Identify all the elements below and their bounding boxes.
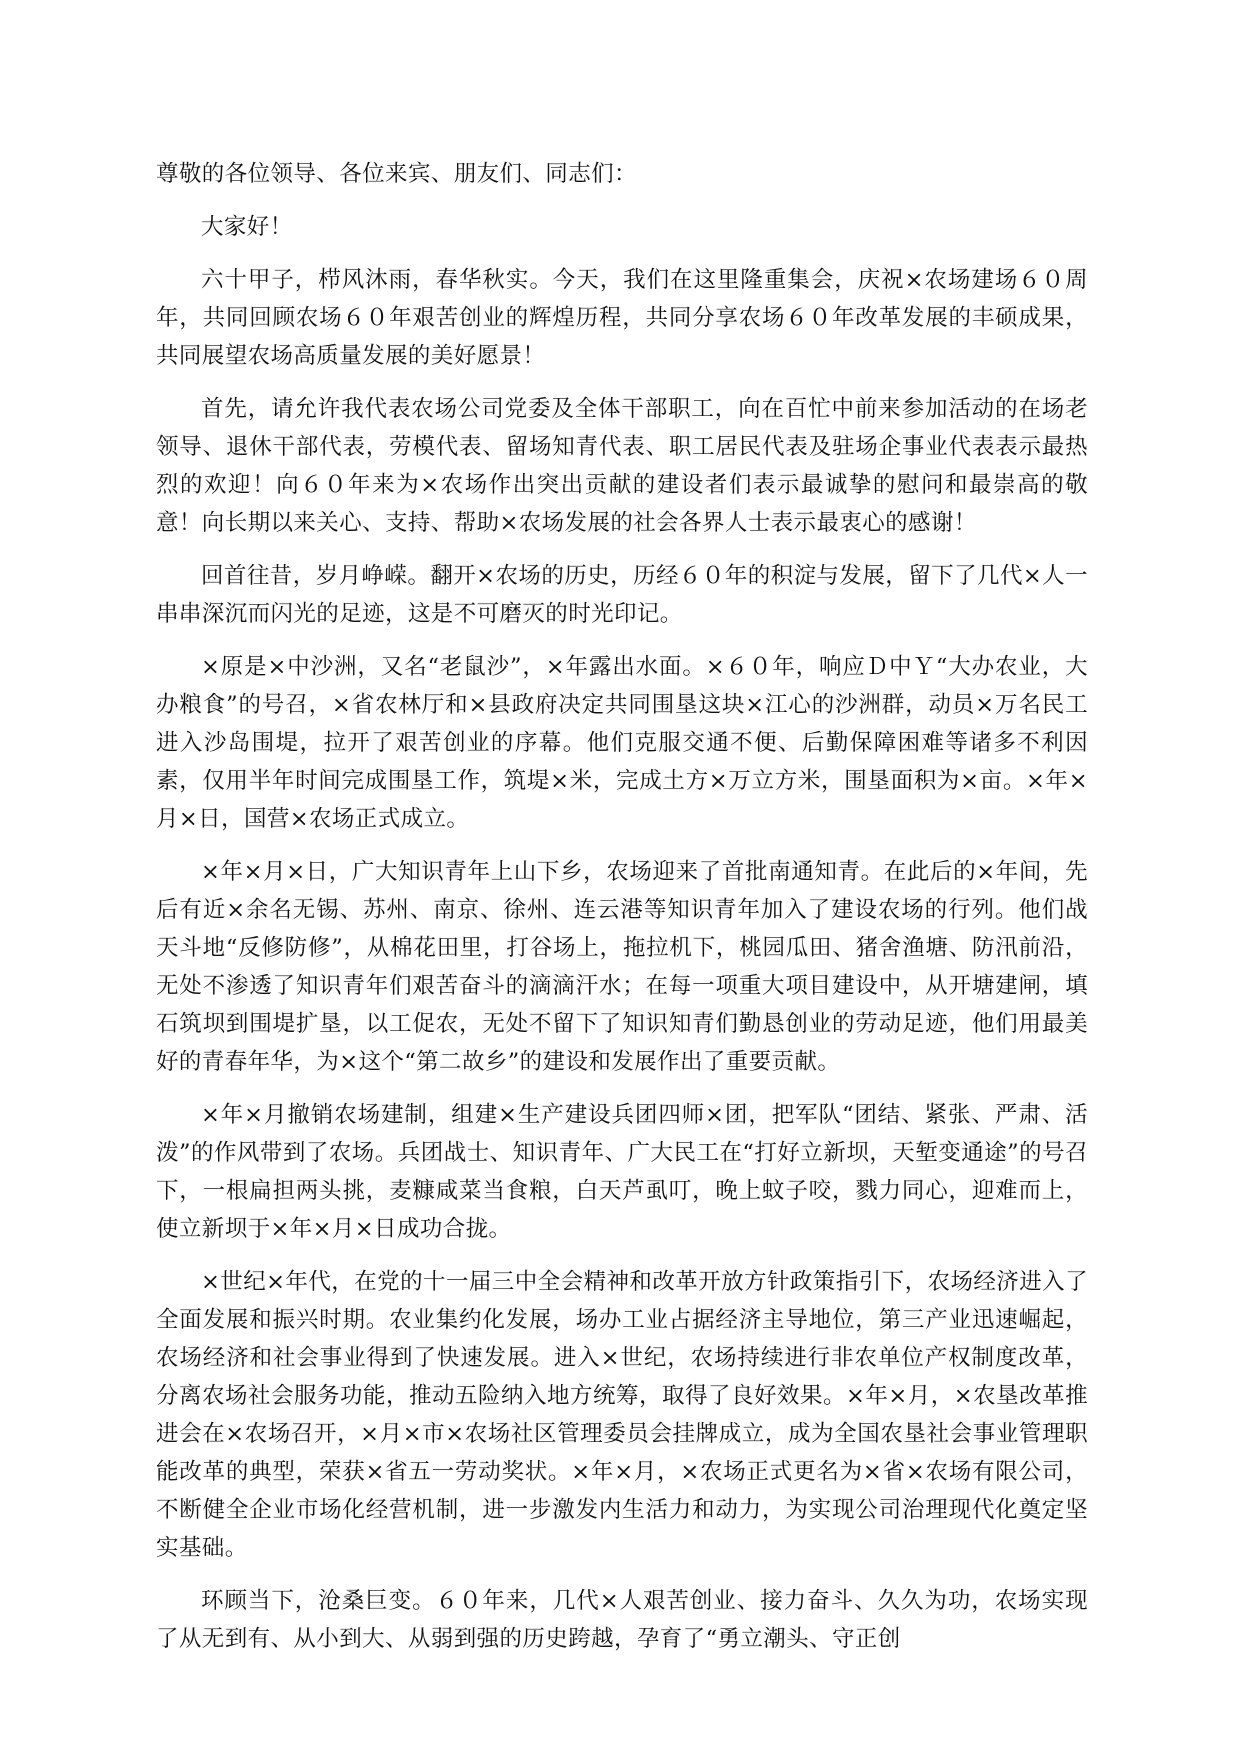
- youth-paragraph: ×年×月×日，广大知识青年上山下乡，农场迎来了首批南通知青。在此后的×年间，先后有近×余名无锡、苏州、南京、徐州、连云港等知识青年加入了建设农场的行列。他们战天斗地“反修防修”，从棉花田里，打谷场上，拖拉机下，桃园瓜田、猪舍渔塘、防汛前沿，无处不渗透了知识青年们艰苦奋斗的滴滴汗水；在每一项重大项目建设中，从开塘建闸，填石筑坝到围堤扩垦，以工促农，无处不留下了知识知青们勤恳创业的劳动足迹，他们用最美好的青春年华，为×这个“第二故乡”的建设和发展作出了重要贡献。: [156, 859, 1088, 1075]
- opening-paragraph: 六十甲子，栉风沐雨，春华秋实。今天，我们在这里隆重集会，庆祝×农场建场６０周年，共同回顾农场６０年艰苦创业的辉煌历程，共同分享农场６０年改革发展的丰硕成果，共同展望农场高质量发展的美好愿景！: [156, 267, 1088, 369]
- salutation: 尊敬的各位领导、各位来宾、朋友们、同志们：: [156, 161, 637, 187]
- reform-paragraph: ×世纪×年代，在党的十一届三中全会精神和改革开放方针政策指引下，农场经济进入了全面发展和振兴时期。农业集约化发展，场办工业占据经济主导地位，第三产业迅速崛起，农场经济和社会事业得到了快速发展。进入×世纪，农场持续进行非农单位产权制度改革，分离农场社会服务功能，推动五险纳入地方统筹，取得了良好效果。×年×月，×农垦改革推进会在×农场召开，×月×市×农场社区管理委员会挂牌成立，成为全国农垦社会事业管理职能改革的典型，荣获×省五一劳动奖状。×年×月，×农场正式更名为×省×农场有限公司，不断健全企业市场化经营机制，进一步激发内生活力和动力，为实现公司治理现代化奠定坚实基础。: [156, 1269, 1088, 1561]
- welcome-paragraph: 首先，请允许我代表农场公司党委及全体干部职工，向在百忙中前来参加活动的在场老领导、退休干部代表，劳模代表、留场知青代表、职工居民代表及驻场企事业代表表示最热烈的欢迎！向６０年来为×农场作出突出贡献的建设者们表示最诚挚的慰问和最崇高的敬意！向长期以来关心、支持、帮助×农场发展的社会各界人士表示最衷心的感谢！: [156, 396, 1088, 536]
- corps-paragraph: ×年×月撤销农场建制，组建×生产建设兵团四师×团，把军队“团结、紧张、严肃、活泼”的作风带到了农场。兵团战士、知识青年、广大民工在“打好立新坝，天堑变通途”的号召下，一根扁担两头挑，麦糠咸菜当食粮，白天芦虱叮，晚上蚊子咬，戮力同心，迎难而上，使立新坝于×年×月×日成功合拢。: [156, 1102, 1088, 1242]
- history-intro-paragraph: 回首往昔，岁月峥嵘。翻开×农场的历史，历经６０年的积淀与发展，留下了几代×人一串串深沉而闪光的足迹，这是不可磨灭的时光印记。: [156, 563, 1088, 627]
- founding-paragraph: ×原是×中沙洲，又名“老鼠沙”，×年露出水面。×６０年，响应Ｄ中Ｙ“大办农业，大办粮食”的号召，×省农林厅和×县政府决定共同围垦这块×江心的沙洲群，动员×万名民工进入沙岛围堤，拉开了艰苦创业的序幕。他们克服交通不便、后勤保障困难等诸多不利因素，仅用半年时间完成围垦工作，筑堤×米，完成土方×万立方米，围垦面积为×亩。×年×月×日，国营×农场正式成立。: [156, 654, 1088, 832]
- greeting-paragraph: 大家好！: [201, 214, 293, 240]
- present-paragraph: 环顾当下，沧桑巨变。６０年来，几代×人艰苦创业、接力奋斗、久久为功，农场实现了从无到有、从小到大、从弱到强的历史跨越，孕育了“勇立潮头、守正创: [156, 1588, 1088, 1652]
- speech-body: [156, 155, 1088, 1673]
